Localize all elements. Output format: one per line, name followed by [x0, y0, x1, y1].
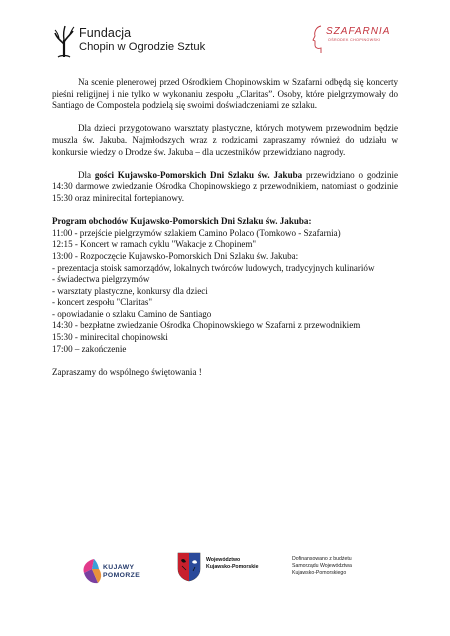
program-item: 13:00 - Rozpoczęcie Kujawsko-Pomorskich Dni Szlaku św. Jakuba:	[52, 250, 299, 261]
paragraph-workshops: Dla dzieci przygotowano warsztaty plastyczne, których motywem przewodnim będzie muszla św. Jakuba. Najmłodszych wraz z rodzicami zapraszamy również do udziału w konkursie wiedzy o Drodze św. Jakuba – dla uczestników przewidziano nagrody.	[52, 123, 398, 157]
woj-line-2: Kujawsko-Pomorskie	[206, 564, 259, 570]
program-list	[52, 228, 398, 356]
voivodeship-label	[206, 557, 258, 571]
program-item: 14:30 - bezpłatne zwiedzanie Ośrodka Chopinowskiego w Szafarni z przewodnikiem	[52, 320, 361, 331]
program-item: 17:00 – zakończenie	[52, 343, 127, 354]
program-item: 12:15 - Koncert w ramach cyklu "Wakacje z Chopinem"	[52, 239, 257, 250]
szafarnia-brand: SZAFARNIA	[326, 26, 391, 37]
announcement-body	[52, 77, 398, 378]
woj-line-1: Województwo	[206, 557, 241, 563]
program-item: 11:00 - przejście pielgrzymów szlakiem Camino Polaco (Tomkowo - Szafarnia)	[52, 227, 341, 238]
funding-line-3: Kujawsko-Pomorskiego	[292, 570, 347, 577]
fundacja-logo	[52, 22, 206, 62]
kujawy-word: KUJAWY	[103, 564, 135, 571]
pomorze-word: POMORZE	[103, 572, 141, 579]
paragraph-guests	[52, 170, 398, 205]
szafarnia-subtitle: OŚRODEK CHOPINOWSKI	[328, 38, 381, 42]
guests-prefix: Dla	[78, 169, 95, 180]
foundation-name-line2: Chopin w Ogrodzie Sztuk	[79, 41, 206, 53]
program-item: 15:30 - minirecital chopinowski	[52, 332, 168, 343]
program-title: Program obchodów Kujawsko-Pomorskich Dni Szlaku św. Jakuba:	[52, 216, 312, 227]
funding-note	[292, 556, 352, 578]
program-item: - świadectwa pielgrzymów	[52, 274, 150, 285]
program-item: - prezentacja stoisk samorządów, lokalnych twórców ludowych, tradycyjnych kulinariów	[52, 262, 375, 273]
guests-rest: przewidziano o godzinie 14:30 darmowe zwiedzanie Ośrodka Chopinowskiego z przewodnikiem, natomiast o godzinie 15:30 oraz minirecital fortepianowy.	[52, 169, 398, 203]
funding-line-2: Samorządu Województwa	[292, 563, 352, 570]
closing-line: Zapraszamy do wspólnego świętowania !	[52, 366, 202, 377]
szafarnia-logo	[312, 24, 391, 54]
kujawy-pomorze-logo	[80, 555, 160, 591]
funding-line-1: Dofinansowano z budżetu	[292, 556, 352, 562]
kujawy-pomorze-mark-icon	[80, 557, 104, 587]
paragraph-concerts: Na scenie plenerowej przed Ośrodkiem Chopinowskim w Szafarni odbędą się koncerty pieśni religijnej i nie tylko w wykonaniu zespołu „Claritas”. Osoby, które pielgrzymowały do Santiago de Compostela podzielą się swoimi doświadczeniami ze szlaku.	[52, 77, 398, 111]
footer-logos	[0, 545, 450, 605]
tree-icon	[52, 24, 76, 58]
kujawy-pomorze-text	[103, 564, 140, 580]
foundation-name-line1: Fundacja	[79, 26, 132, 40]
program-item: - koncert zespołu "Claritas"	[52, 297, 153, 308]
voivodeship-crest-icon	[177, 552, 201, 582]
program-item: - warsztaty plastyczne, konkursy dla dzieci	[52, 285, 208, 296]
guests-bold: gości Kujawsko-Pomorskich Dni Szlaku św. Jakuba	[94, 169, 303, 180]
program-item: - opowiadanie o szlaku Camino de Santiago	[52, 308, 212, 319]
